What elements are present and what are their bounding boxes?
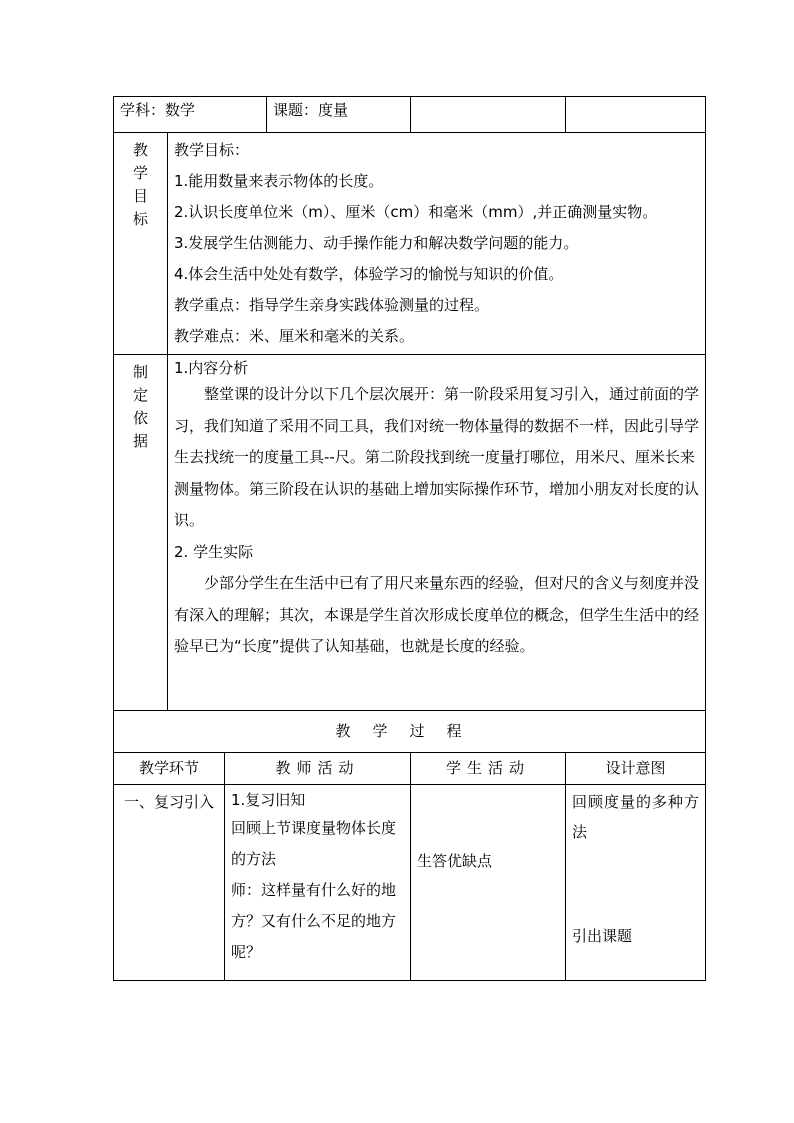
teacher-activity-line: 师：这样量有什么好的地方？又有什么不足的地方呢？ [231,881,397,961]
table-row [114,785,706,981]
process-header-row [114,753,706,785]
student-activity-cell: 生答优缺点 [411,785,566,981]
basis-label [114,355,168,711]
objective-item: 3.发展学生估测能力、动手操作能力和解决数学问题的能力。 [174,234,579,252]
column-header-student: 学生活动 [411,753,566,785]
header-row [114,97,706,133]
objectives-content [168,133,706,355]
teacher-activity-line: 回顾上节课度量物体长度的方法 [231,819,397,868]
objectives-label-char: 标 [132,210,148,228]
blank-cell [566,97,706,133]
content-analysis-paragraph: 整堂课的设计分以下几个层次展开：第一阶段采用复习引入，通过前面的学习，我们知道了采用不同工具，我们对统一物体量得的数据不一样，因此引导学生去找统一的度量工具--尺。第二阶段找到统一度量打哪位，用米尺、厘米长来测量物体。第三阶段在认识的基础上增加实际操作环节，增加小朋友对长度的认识。 [174,385,700,529]
objectives-row [114,133,706,355]
basis-label-char: 据 [132,432,148,450]
topic-label: 课题：度量 [273,101,349,119]
stage-cell: 一、复习引入 [114,785,225,981]
objectives-label-char: 学 [132,164,148,182]
basis-label-char: 依 [132,409,148,427]
column-header-stage: 教学环节 [114,753,225,785]
lesson-plan-table [113,96,705,981]
difficult-point: 教学难点：米、厘米和毫米的关系。 [174,327,415,345]
objective-item: 2.认识长度单位米（m）、厘米（cm）和毫米（mm）,并正确测量实物。 [174,203,658,221]
basis-content [168,355,706,711]
basis-row [114,355,706,711]
column-header-teacher: 教师活动 [225,753,411,785]
objective-item: 1.能用数量来表示物体的长度。 [174,172,384,190]
process-title: 教学过程 [114,711,706,753]
basis-label-char: 制 [132,363,148,381]
teacher-activity-line: 1.复习旧知 [231,791,306,809]
student-reality-paragraph: 少部分学生在生活中已有了用尺来量东西的经验，但对尺的含义与刻度并没有深入的理解；其次，本课是学生首次形成长度单位的概念，但学生生活中的经验早已为“长度”提供了认知基础，也就是长度的经验。 [174,574,700,655]
objectives-label [114,133,168,355]
blank-cell [411,97,566,133]
objective-item: 4.体会生活中处处有数学，体验学习的愉悦与知识的价值。 [174,265,564,283]
basis-label-char: 定 [132,386,148,404]
student-reality-heading: 2. 学生实际 [174,542,254,561]
subject-label: 学科：数学 [120,101,196,119]
design-intent-text: 回顾度量的多种方法 [572,793,700,841]
teacher-activity-cell [225,785,411,981]
topic-cell [267,97,411,133]
content-analysis-heading: 1.内容分析 [174,359,249,377]
objectives-label-char: 教 [132,141,148,159]
process-title-row [114,711,706,753]
design-intent-text: 引出课题 [572,927,633,945]
subject-cell [114,97,267,133]
objectives-heading: 教学目标： [174,141,250,159]
design-intent-cell [566,785,706,981]
objectives-label-char: 目 [132,187,148,205]
column-header-intent: 设计意图 [566,753,706,785]
key-point: 教学重点：指导学生亲身实践体验测量的过程。 [174,296,490,314]
